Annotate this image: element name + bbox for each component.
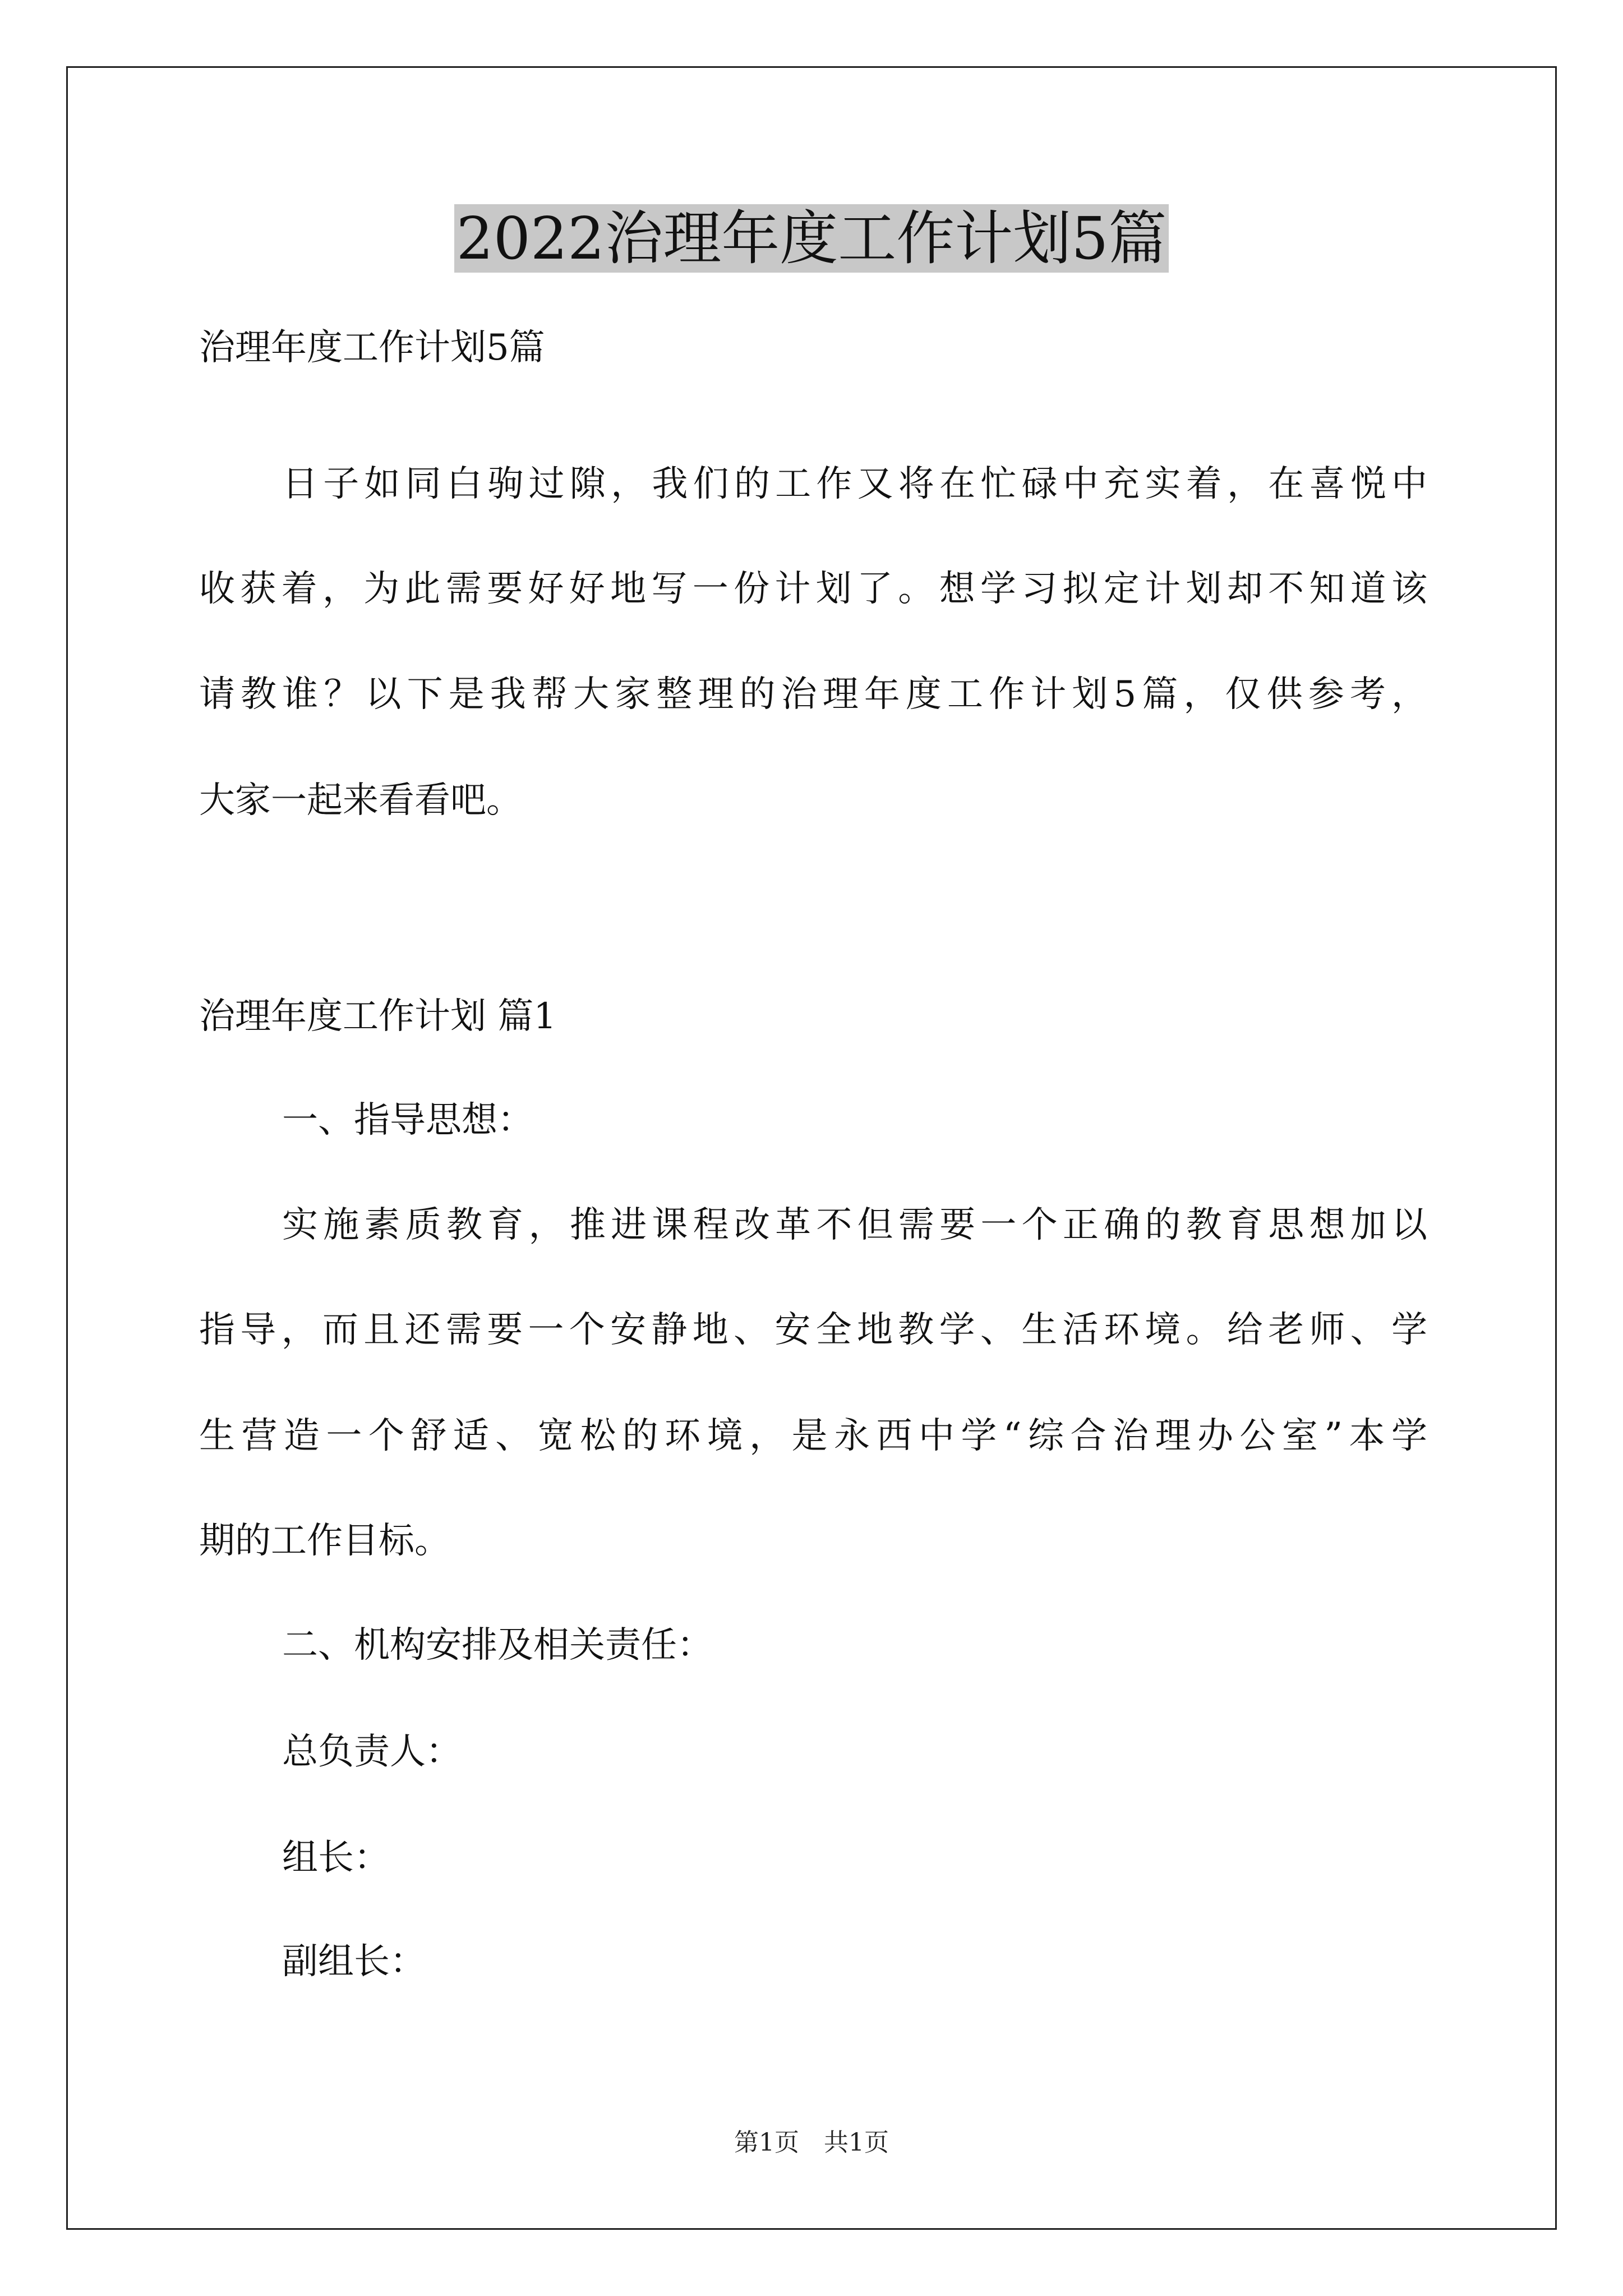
intro-line-1: 日子如同白驹过隙，我们的工作又将在忙碌中充实着，在喜悦中 [282,463,1427,505]
role-chief: 总负责人： [282,1731,462,1773]
document-title [0,196,1623,280]
intro-line-4: 大家一起来看看吧。 [199,780,522,821]
intro-line-2: 收获着，为此需要好好地写一份计划了。想学习拟定计划却不知道该 [199,568,1427,610]
part2-heading: 二、机构安排及相关责任： [282,1625,713,1666]
part1-line-2: 指导，而且还需要一个安静地、安全地教学、生活环境。给老师、学 [199,1309,1427,1351]
subtitle: 治理年度工作计划5篇 [199,327,545,369]
intro-line-3: 请教谁？以下是我帮大家整理的治理年度工作计划5篇，仅供参考， [199,674,1427,715]
part1-line-1: 实施素质教育，推进课程改革不但需要一个正确的教育思想加以 [282,1204,1427,1246]
role-deputy-leader: 副组长： [282,1941,426,1982]
part1-heading: 一、指导思想： [282,1099,533,1141]
part1-line-4: 期的工作目标。 [199,1520,450,1562]
page-footer: 第1页 共1页 [734,2128,889,2157]
section-heading: 治理年度工作计划 篇1 [199,996,557,1037]
role-leader: 组长： [282,1837,390,1879]
document-title-text: 2022治理年度工作计划5篇 [454,204,1169,273]
part1-line-3: 生营造一个舒适、宽松的环境，是永西中学“综合治理办公室”本学 [199,1415,1427,1457]
